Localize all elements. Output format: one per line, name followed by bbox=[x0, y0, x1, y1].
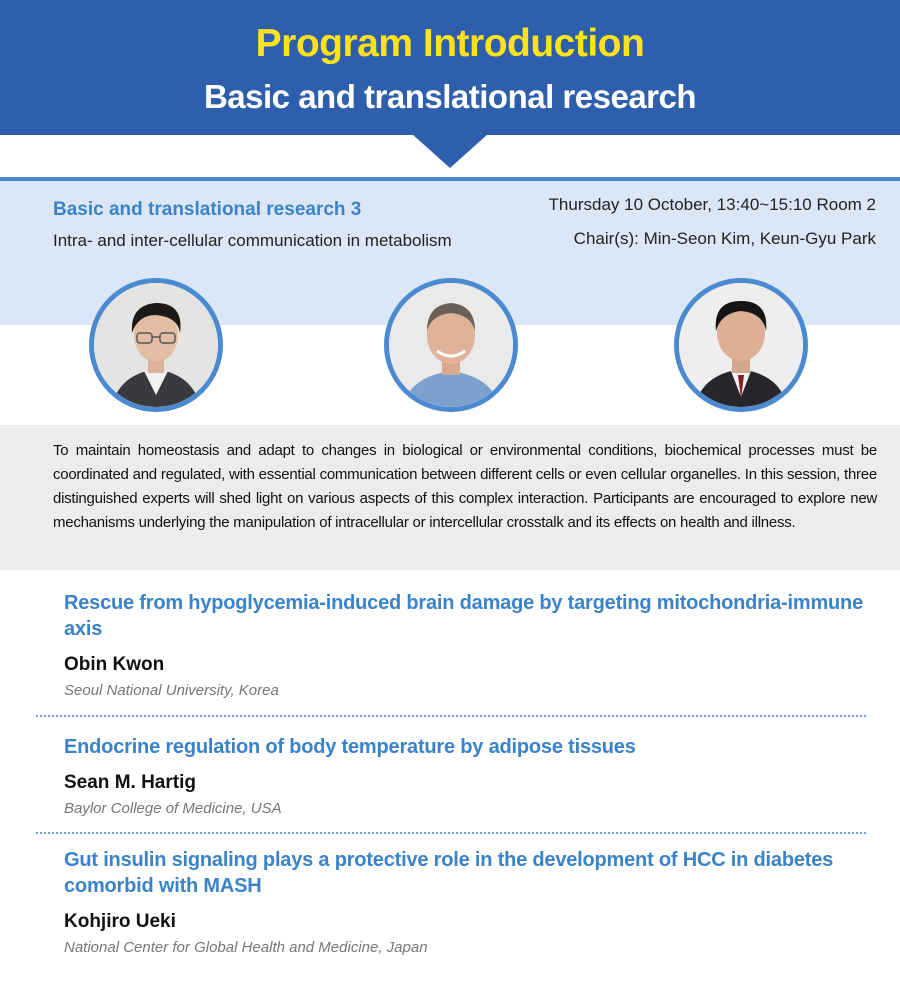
talk-divider bbox=[36, 715, 866, 717]
talk-title: Gut insulin signaling plays a protective role in the development of HCC in diabetes comorbid with MASH bbox=[64, 849, 834, 897]
speaker-photo-kohjiro-ueki bbox=[674, 278, 808, 412]
session-datetime: Thursday 10 October, 13:40~15:10 Room 2 bbox=[548, 195, 876, 214]
abstract-text: To maintain homeostasis and adapt to changes in biological or environmental conditions, biochemical processes must be coordinated and regulated, with essential communication between different cells or even cellular organelles. In this session, three distinguished experts will shed light on various aspects of this complex interaction. Participants are encouraged to explore new mechanisms underlying the manipulation of intracellular or intercellular crosstalk and its effects on health and illness. bbox=[53, 442, 877, 531]
page-subtitle: Basic and translational research bbox=[203, 78, 697, 115]
talk-speaker: Kohjiro Ueki bbox=[64, 911, 176, 932]
speaker-photo-obin-kwon bbox=[89, 278, 223, 412]
talk-speaker: Obin Kwon bbox=[64, 654, 165, 675]
speaker-photo-sean-hartig bbox=[384, 278, 518, 412]
page-header bbox=[0, 0, 900, 135]
talk-affiliation: National Center for Global Health and Medicine, Japan bbox=[64, 939, 428, 956]
session-chairs: Chair(s): Min-Seon Kim, Keun-Gyu Park bbox=[573, 229, 876, 248]
talk-affiliation: Seoul National University, Korea bbox=[64, 682, 279, 699]
talk-item bbox=[64, 590, 864, 699]
talk-divider bbox=[36, 832, 866, 834]
session-abstract bbox=[0, 425, 900, 570]
page-title: Program Introduction bbox=[255, 22, 645, 65]
talk-affiliation: Baylor College of Medicine, USA bbox=[64, 800, 282, 817]
talk-title: Rescue from hypoglycemia-induced brain damage by targeting mitochondria-immune axis bbox=[64, 592, 863, 640]
talk-speaker: Sean M. Hartig bbox=[64, 772, 196, 793]
talk-title: Endocrine regulation of body temperature by adipose tissues bbox=[64, 736, 636, 758]
session-title: Basic and translational research 3 bbox=[53, 199, 362, 220]
talk-item bbox=[64, 734, 864, 817]
talk-item bbox=[64, 847, 864, 956]
session-topic: Intra- and inter-cellular communication in metabolism bbox=[53, 231, 452, 250]
header-pointer-arrow bbox=[412, 134, 488, 168]
